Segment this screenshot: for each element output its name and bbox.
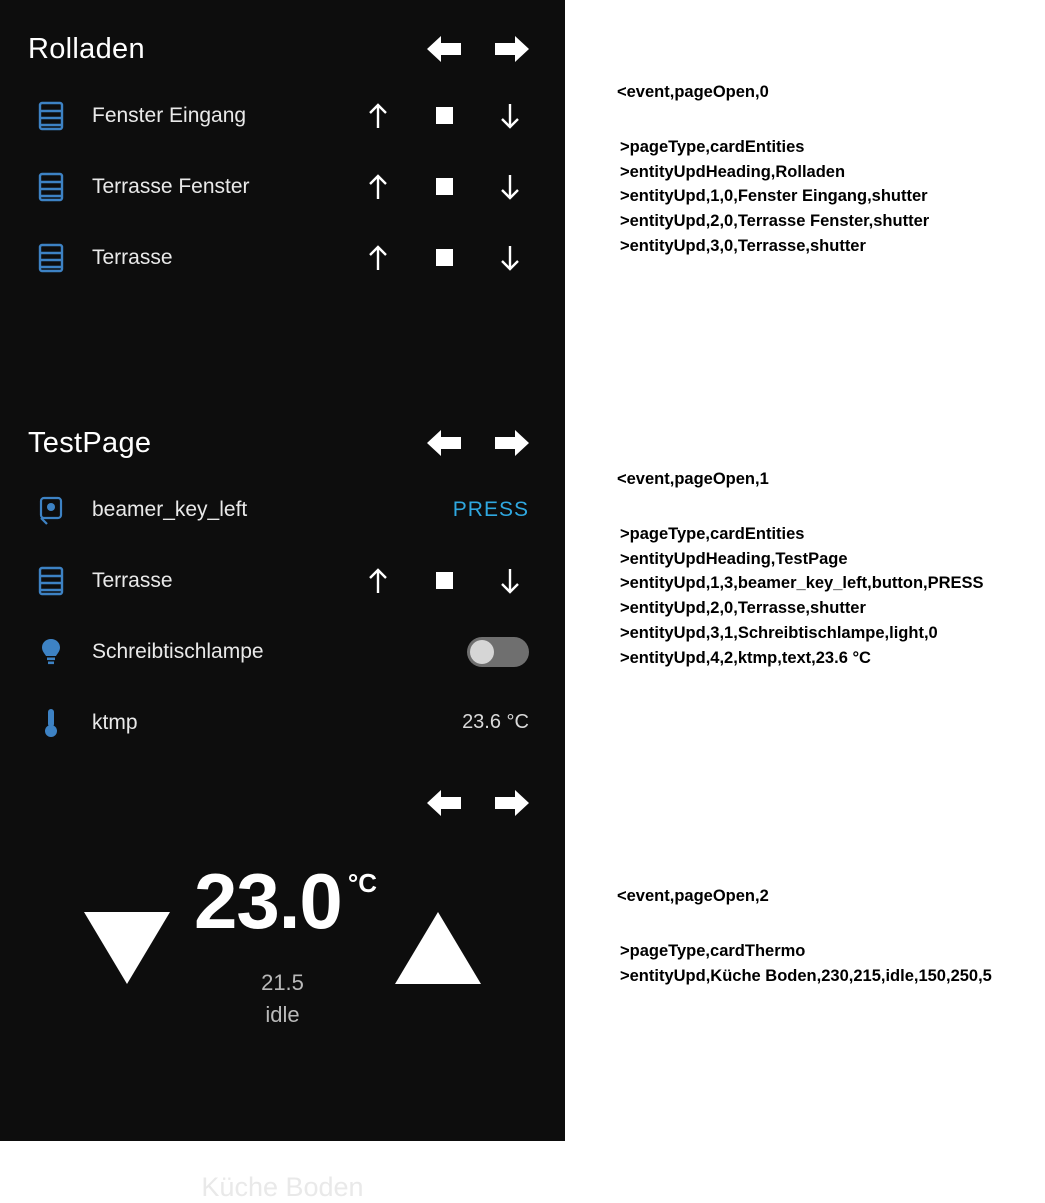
shutter-icon <box>28 172 74 202</box>
stop-square-icon[interactable] <box>411 178 477 195</box>
button-remote-icon <box>28 495 74 525</box>
arrow-up-icon[interactable] <box>345 101 411 131</box>
list-item[interactable] <box>28 545 543 616</box>
shutter-icon <box>28 101 74 131</box>
arrow-up-icon[interactable] <box>345 172 411 202</box>
stop-square-icon[interactable] <box>411 107 477 124</box>
arrow-up-icon[interactable] <box>345 243 411 273</box>
arrow-up-icon[interactable] <box>345 566 411 596</box>
log-line: >entityUpd,3,0,Terrasse,shutter <box>620 236 866 255</box>
list-item[interactable] <box>28 222 543 293</box>
list-item-label: Terrasse <box>92 568 173 592</box>
list-item-label: beamer_key_left <box>92 497 248 521</box>
list-item-label: Fenster Eingang <box>92 103 247 127</box>
press-button[interactable]: PRESS <box>452 497 529 521</box>
thermostat-readout <box>0 857 565 1028</box>
arrow-left-icon[interactable] <box>421 32 465 66</box>
entity-rows <box>0 474 565 758</box>
light-toggle-switch[interactable] <box>467 637 529 667</box>
list-item-label: ktmp <box>92 710 138 734</box>
button-control <box>453 498 543 522</box>
list-item[interactable] <box>28 151 543 222</box>
log-line: >entityUpd,1,0,Fenster Eingang,shutter <box>620 187 928 206</box>
card-header <box>0 18 565 80</box>
arrow-right-icon[interactable] <box>491 786 535 820</box>
card-rolladen <box>0 18 565 293</box>
list-item[interactable] <box>28 687 543 758</box>
card-header <box>0 412 565 474</box>
log-line: >pageType,cardThermo <box>620 941 806 960</box>
list-item-label: Terrasse <box>92 245 173 269</box>
log-line: >entityUpdHeading,Rolladen <box>620 162 846 181</box>
entity-rows <box>0 80 565 293</box>
temperature-unit: °C <box>347 868 377 898</box>
arrow-left-icon[interactable] <box>421 426 465 460</box>
arrow-right-icon[interactable] <box>491 32 535 66</box>
page-title: TestPage <box>28 426 152 459</box>
thermostat-body <box>0 834 565 1164</box>
log-line: >entityUpd,2,0,Terrasse Fenster,shutter <box>620 212 930 230</box>
nav-arrows <box>421 32 543 66</box>
card-thermo <box>0 772 565 1203</box>
log-line: >entityUpd,4,2,ktmp,text,23.6 °C <box>620 648 871 667</box>
arrow-down-icon[interactable] <box>477 566 543 596</box>
log-line: >pageType,cardEntities <box>620 524 805 543</box>
temperature-value: 23.6 °C <box>462 711 529 733</box>
list-item-label: Terrasse Fenster <box>92 174 250 198</box>
log-line: >entityUpdHeading,TestPage <box>620 549 848 568</box>
status-badge: idle <box>265 1002 300 1027</box>
arrow-right-icon[interactable] <box>491 426 535 460</box>
log-event: <event,pageOpen,2 <box>617 887 769 905</box>
toggle-control <box>467 637 543 667</box>
log-line: >entityUpd,2,0,Terrasse,shutter <box>620 599 866 617</box>
card-header <box>0 772 565 834</box>
log-line: >entityUpd,1,3,beamer_key_left,button,PRESS <box>620 574 984 593</box>
stop-square-icon[interactable] <box>411 572 477 589</box>
arrow-down-icon[interactable] <box>477 101 543 131</box>
log-block-0 <box>617 80 929 259</box>
log-line: >pageType,cardEntities <box>620 137 805 156</box>
shutter-icon <box>28 566 74 596</box>
card-testpage <box>0 412 565 758</box>
arrow-left-icon[interactable] <box>421 786 465 820</box>
shutter-controls <box>345 243 543 273</box>
log-block-1 <box>617 467 984 670</box>
log-event: <event,pageOpen,0 <box>617 83 769 101</box>
thermostat-name: Küche Boden <box>201 1172 364 1202</box>
shutter-controls <box>345 101 543 131</box>
arrow-down-icon[interactable] <box>477 172 543 202</box>
shutter-controls <box>345 566 543 596</box>
list-item[interactable] <box>28 80 543 151</box>
log-block-2 <box>617 884 992 988</box>
log-event: <event,pageOpen,1 <box>617 470 769 488</box>
thermometer-icon <box>28 707 74 739</box>
lightbulb-icon <box>28 637 74 667</box>
list-item[interactable] <box>28 616 543 687</box>
page-title: Rolladen <box>28 32 145 65</box>
nav-arrows <box>421 426 543 460</box>
log-panel <box>565 0 1045 1141</box>
stop-square-icon[interactable] <box>411 249 477 266</box>
target-temperature: 21.5 <box>261 970 304 995</box>
list-item[interactable] <box>28 474 543 545</box>
current-temperature: 23.0 <box>194 857 342 945</box>
shutter-icon <box>28 243 74 273</box>
list-item-label: Schreibtischlampe <box>92 639 264 663</box>
nav-arrows <box>421 786 543 820</box>
arrow-down-icon[interactable] <box>477 243 543 273</box>
log-line: >entityUpd,3,1,Schreibtischlampe,light,0 <box>620 623 938 642</box>
log-line: >entityUpd,Küche Boden,230,215,idle,150,250,5 <box>620 966 992 985</box>
text-value <box>462 711 543 734</box>
shutter-controls <box>345 172 543 202</box>
